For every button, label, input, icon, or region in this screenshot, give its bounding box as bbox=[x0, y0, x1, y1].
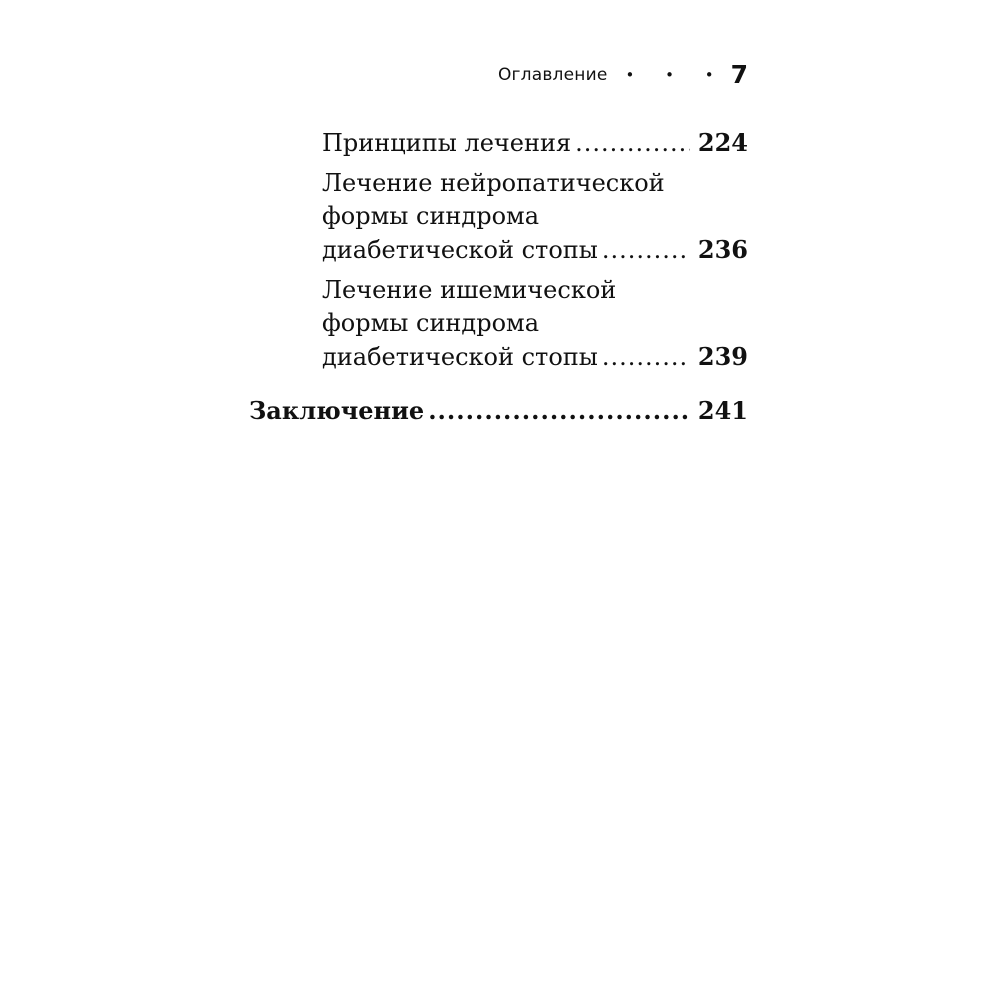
toc-entry-treatment-principles bbox=[249, 126, 748, 160]
header-bullets: • • • bbox=[625, 65, 727, 84]
toc-entry-page: 241 bbox=[697, 396, 748, 425]
dot-leader bbox=[428, 394, 690, 427]
table-of-contents bbox=[249, 126, 748, 427]
toc-entry-title-line: формы синдрома bbox=[322, 202, 539, 230]
toc-entry-ischemic-treatment bbox=[249, 274, 748, 374]
running-title: Оглавление bbox=[497, 64, 608, 85]
toc-entry-title: Принципы лечения bbox=[322, 129, 572, 157]
toc-entry-title-line: диабетической стопы bbox=[322, 343, 598, 371]
toc-entry-title-line: Лечение нейропатической bbox=[322, 169, 665, 197]
toc-entry-title-line: Лечение ишемической bbox=[322, 276, 617, 304]
toc-entry-page: 239 bbox=[697, 342, 748, 371]
running-header bbox=[498, 60, 748, 89]
toc-entry-page: 224 bbox=[697, 128, 748, 157]
toc-entry-title-line: формы синдрома bbox=[322, 309, 539, 337]
page-number: 7 bbox=[730, 60, 748, 89]
dot-leader bbox=[575, 127, 690, 160]
toc-entry-conclusion bbox=[249, 394, 748, 427]
toc-entry-title: Заключение bbox=[249, 396, 425, 425]
toc-entry-neuropathic-treatment bbox=[249, 167, 748, 267]
toc-entry-page: 236 bbox=[697, 235, 748, 264]
dot-leader bbox=[602, 341, 690, 374]
toc-entry-title-line: диабетической стопы bbox=[322, 236, 598, 264]
dot-leader bbox=[602, 234, 690, 267]
